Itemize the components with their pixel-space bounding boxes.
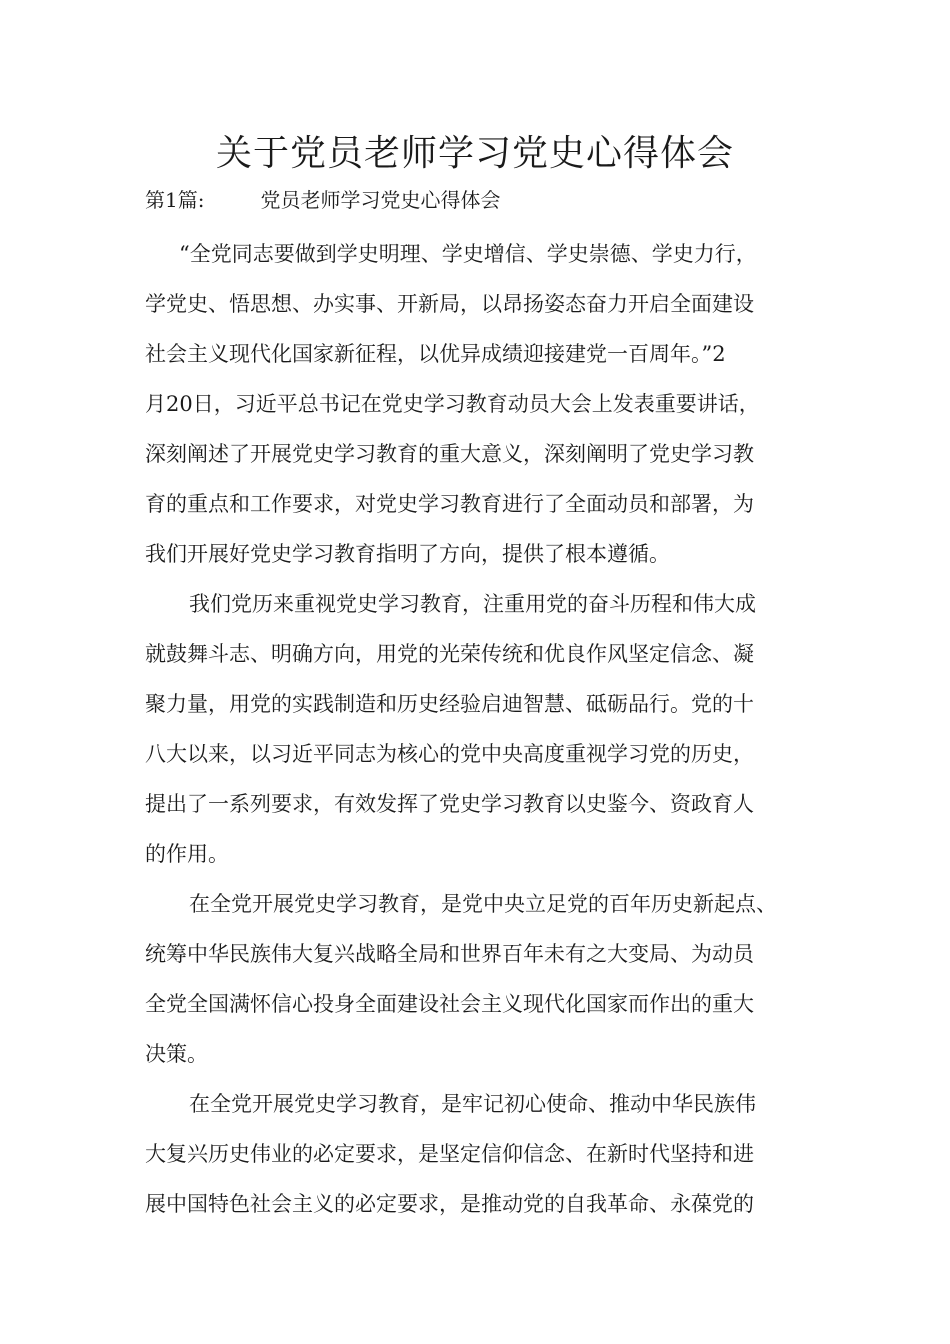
text-line: 提出了一系列要求，有效发挥了党史学习教育以史鉴今、资政育人 — [145, 792, 754, 816]
text-line: 在全党开展党史学习教育，是党中央立足党的百年历史新起点、 — [189, 892, 777, 916]
text-line: 在全党开展党史学习教育，是牢记初心使命、推动中华民族伟 — [189, 1092, 756, 1116]
text-line: 展中国特色社会主义的必定要求，是推动党的自我革命、永葆党的 — [145, 1192, 754, 1216]
text-line: 统筹中华民族伟大复兴战略全局和世界百年未有之大变局、为动员 — [145, 942, 754, 966]
section-heading — [145, 184, 500, 216]
text-line: 决策。 — [145, 1042, 208, 1066]
text-line: 就鼓舞斗志、明确方向，用党的光荣传统和优良作风坚定信念、凝 — [145, 642, 754, 666]
text-line: 全党全国满怀信心投身全面建设社会主义现代化国家而作出的重大 — [145, 992, 754, 1016]
text-line: 的作用。 — [145, 842, 229, 866]
text-line: 月20日，习近平总书记在党史学习教育动员大会上发表重要讲话， — [145, 392, 760, 416]
section-label: 第1篇: — [145, 188, 205, 212]
document-body — [145, 229, 825, 1229]
text-line: 深刻阐述了开展党史学习教育的重大意义，深刻阐明了党史学习教 — [145, 442, 754, 466]
section-title: 党员老师学习党史心得体会 — [260, 188, 501, 212]
document-title: 关于党员老师学习党史心得体会 — [215, 133, 734, 174]
text-line: 八大以来，以习近平同志为核心的党中央高度重视学习党的历史， — [145, 742, 754, 766]
text-line: 社会主义现代化国家新征程，以优异成绩迎接建党一百周年。”2 — [145, 342, 726, 366]
text-line: 聚力量，用党的实践制造和历史经验启迪智慧、砥砺品行。党的十 — [145, 692, 754, 716]
text-line: 我们党历来重视党史学习教育，注重用党的奋斗历程和伟大成 — [189, 592, 756, 616]
text-line: 育的重点和工作要求，对党史学习教育进行了全面动员和部署，为 — [145, 492, 754, 516]
text-line: 大复兴历史伟业的必定要求，是坚定信仰信念、在新时代坚持和进 — [145, 1142, 754, 1166]
text-line: “全党同志要做到学史明理、学史增信、学史崇德、学史力行， — [179, 242, 757, 266]
text-line: 我们开展好党史学习教育指明了方向，提供了根本遵循。 — [145, 542, 670, 566]
text-line: 学党史、悟思想、办实事、开新局，以昂扬姿态奋力开启全面建设 — [145, 292, 754, 316]
